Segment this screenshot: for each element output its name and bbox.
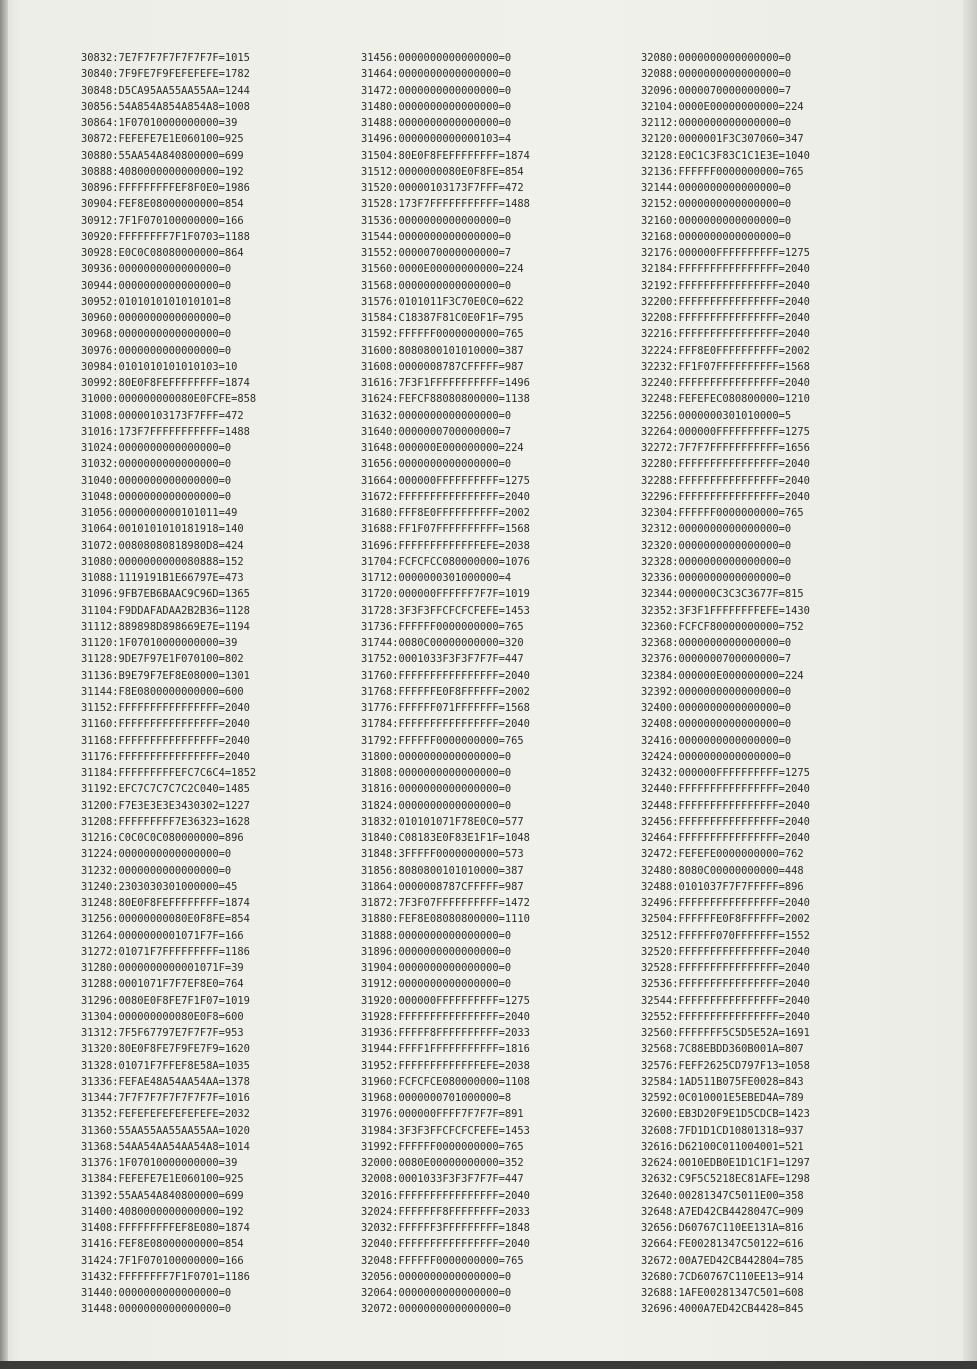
data-line: 31784:FFFFFFFFFFFFFFFF=2040 bbox=[361, 718, 530, 731]
data-line: 32104:0000E00000000000=224 bbox=[641, 100, 804, 113]
data-line: 31776:FFFFFF071FFFFFFF=1568 bbox=[361, 702, 530, 714]
data-line: 31312:7F5F67797E7F7F7F=953 bbox=[81, 1027, 244, 1039]
data-line: 32272:7F7F7FFFFFFFFFFF=1656 bbox=[641, 442, 810, 454]
data-line: 31208:FFFFFFFFF7E36323=1628 bbox=[81, 815, 250, 828]
data-line: 32208:FFFFFFFFFFFFFFFF=2040 bbox=[641, 312, 810, 324]
data-line: 32448:FFFFFFFFFFFFFFFF=2040 bbox=[641, 799, 810, 812]
data-line: 32520:FFFFFFFFFFFFFFFF=2040 bbox=[641, 945, 810, 958]
data-line: 31912:0000000000000000=0 bbox=[361, 978, 512, 991]
data-line: 31720:000000FFFFFF7F7F=1019 bbox=[361, 588, 530, 601]
data-line: 32016:FFFFFFFFFFFFFFFF=2040 bbox=[361, 1189, 530, 1202]
data-line: 30992:80E0F8FEFFFFFFFF=1874 bbox=[81, 377, 250, 389]
data-line: 32152:0000000000000000=0 bbox=[641, 198, 792, 211]
data-line: 31608:0000008787CFFFFF=987 bbox=[361, 360, 524, 373]
data-line: 31056:0000000000101011=49 bbox=[81, 507, 238, 519]
data-line: 32280:FFFFFFFFFFFFFFFF=2040 bbox=[641, 458, 810, 471]
data-line: 32296:FFFFFFFFFFFFFFFF=2040 bbox=[641, 490, 810, 503]
data-line: 32328:0000000000000000=0 bbox=[641, 555, 792, 568]
data-line: 31000:000000000080E0FCFE=858 bbox=[81, 393, 257, 406]
data-line: 32096:0000070000000000=7 bbox=[641, 84, 792, 97]
data-line: 31600:8080800101010000=387 bbox=[361, 344, 524, 357]
data-line: 31456:0000000000000000=0 bbox=[361, 52, 512, 64]
data-line: 31760:FFFFFFFFFFFFFFFF=2040 bbox=[361, 669, 530, 682]
data-line: 31320:80E0F8FE7F9FE7F9=1620 bbox=[81, 1043, 250, 1056]
data-line: 32592:0C010001E5EBED4A=789 bbox=[641, 1092, 804, 1104]
data-line: 31936:FFFFF8FFFFFFFFFF=2033 bbox=[361, 1027, 530, 1039]
data-line: 31880:FEF8E08080800000=1110 bbox=[361, 913, 530, 926]
data-line: 32456:FFFFFFFFFFFFFFFF=2040 bbox=[641, 815, 810, 828]
data-line: 32504:FFFFFFE0F8FFFFFF=2002 bbox=[641, 913, 810, 926]
data-line: 31808:0000000000000000=0 bbox=[361, 767, 512, 779]
data-line: 32568:7C88EBDD360B001A=807 bbox=[641, 1043, 804, 1056]
data-line: 31680:FFF8E0FFFFFFFFFF=2002 bbox=[361, 507, 530, 519]
data-line: 31512:0000000080E0F8FE=854 bbox=[361, 165, 524, 178]
data-line: 31160:FFFFFFFFFFFFFFFF=2040 bbox=[81, 718, 250, 731]
data-line: 31728:3F3F3FFCFCFCFEFE=1453 bbox=[361, 604, 530, 617]
data-line: 32664:FE00281347C50122=616 bbox=[641, 1238, 804, 1251]
data-line: 31928:FFFFFFFFFFFFFFFF=2040 bbox=[361, 1010, 530, 1023]
data-line: 30840:7F9FE7F9FEFEFEFE=1782 bbox=[81, 68, 250, 81]
data-line: 31280:0000000000001071F=39 bbox=[81, 962, 244, 974]
data-line: 31240:2303030301000000=45 bbox=[81, 880, 238, 893]
data-line: 31704:FCFCFCC080000000=1076 bbox=[361, 555, 530, 568]
data-line: 32320:0000000000000000=0 bbox=[641, 539, 792, 552]
data-line: 32024:FFFFFFF8FFFFFFFF=2033 bbox=[361, 1205, 530, 1218]
data-line: 31016:173F7FFFFFFFFFFF=1488 bbox=[81, 425, 250, 438]
data-line: 31384:FEFEFE7E1E060100=925 bbox=[81, 1173, 244, 1186]
data-line: 32232:FF1F07FFFFFFFFFF=1568 bbox=[641, 360, 810, 373]
data-line: 31824:0000000000000000=0 bbox=[361, 799, 512, 812]
data-line: 30864:1F07010000000000=39 bbox=[81, 117, 238, 129]
data-line: 30912:7F1F070100000000=166 bbox=[81, 214, 244, 227]
data-line: 31904:0000000000000000=0 bbox=[361, 962, 512, 974]
data-line: 30960:0000000000000000=0 bbox=[81, 312, 232, 324]
data-line: 32304:FFFFFF0000000000=765 bbox=[641, 507, 804, 519]
data-line: 31464:0000000000000000=0 bbox=[361, 68, 512, 81]
data-line: 31536:0000000000000000=0 bbox=[361, 214, 512, 227]
data-line: 31136:B9E79F7EF8E08000=1301 bbox=[81, 669, 250, 682]
data-line: 32264:000000FFFFFFFFFF=1275 bbox=[641, 425, 810, 438]
data-line: 31688:FF1F07FFFFFFFFFF=1568 bbox=[361, 523, 530, 536]
data-line: 30944:0000000000000000=0 bbox=[81, 279, 232, 292]
data-line: 31584:C18387F81C0E0F1F=795 bbox=[361, 312, 524, 324]
data-line: 30920:FFFFFFFF7F1F0703=1188 bbox=[81, 230, 250, 243]
data-line: 31352:FEFEFEFEFEFEFEFE=2032 bbox=[81, 1108, 250, 1121]
data-line: 32136:FFFFFF0000000000=765 bbox=[641, 165, 804, 178]
data-line: 32288:FFFFFFFFFFFFFFFF=2040 bbox=[641, 474, 810, 487]
data-line: 32408:0000000000000000=0 bbox=[641, 718, 792, 731]
data-line: 31848:3FFFFF0000000000=573 bbox=[361, 848, 524, 861]
data-line: 31496:0000000000000103=4 bbox=[361, 133, 512, 146]
data-line: 30976:0000000000000000=0 bbox=[81, 344, 232, 357]
data-line: 31672:FFFFFFFFFFFFFFFF=2040 bbox=[361, 490, 530, 503]
data-line: 32344:000000C3C3C3677F=815 bbox=[641, 588, 804, 601]
data-line: 32144:0000000000000000=0 bbox=[641, 182, 792, 194]
data-line: 32032:FFFFFF3FFFFFFFFF=1848 bbox=[361, 1222, 530, 1234]
data-line: 31576:0101011F3C70E0C0=622 bbox=[361, 295, 524, 308]
data-line: 32528:FFFFFFFFFFFFFFFF=2040 bbox=[641, 962, 810, 974]
data-line: 30848:D5CA95AA55AA55AA=1244 bbox=[81, 84, 250, 97]
data-line: 30832:7E7F7F7F7F7F7F7F=1015 bbox=[81, 52, 250, 64]
data-line: 31176:FFFFFFFFFFFFFFFF=2040 bbox=[81, 750, 250, 763]
data-line: 31328:01071F7FFEF8E58A=1035 bbox=[81, 1059, 250, 1072]
listing-column-3 bbox=[641, 50, 810, 1318]
data-line: 32424:0000000000000000=0 bbox=[641, 750, 792, 763]
data-line: 32696:4000A7ED42CB4428=845 bbox=[641, 1303, 804, 1316]
data-line: 31232:0000000000000000=0 bbox=[81, 864, 232, 877]
data-line: 32688:1AFE00281347C501=608 bbox=[641, 1287, 804, 1299]
data-line: 31664:000000FFFFFFFFFF=1275 bbox=[361, 474, 530, 487]
data-line: 31224:0000000000000000=0 bbox=[81, 848, 232, 861]
data-line: 30984:0101010101010103=10 bbox=[81, 360, 238, 373]
data-line: 31032:0000000000000000=0 bbox=[81, 458, 232, 471]
data-line: 31992:FFFFFF0000000000=765 bbox=[361, 1140, 524, 1153]
data-line: 31656:0000000000000000=0 bbox=[361, 458, 512, 471]
data-line: 32632:C9F5C5218EC81AFE=1298 bbox=[641, 1173, 810, 1186]
data-line: 31040:0000000000000000=0 bbox=[81, 474, 232, 487]
data-line: 32352:3F3F1FFFFFFFFEFE=1430 bbox=[641, 604, 810, 617]
data-line: 31792:FFFFFF0000000000=765 bbox=[361, 734, 524, 747]
data-line: 31968:0000000701000000=8 bbox=[361, 1092, 512, 1104]
data-line: 32640:00281347C5011E00=358 bbox=[641, 1189, 804, 1202]
data-line: 32160:0000000000000000=0 bbox=[641, 214, 792, 227]
data-line: 32648:A7ED42CB4428047C=909 bbox=[641, 1205, 804, 1218]
data-line: 32400:0000000000000000=0 bbox=[641, 702, 792, 714]
data-line: 31952:FFFFFFFFFFFFFEFE=2038 bbox=[361, 1059, 530, 1072]
page-edge-bottom bbox=[0, 1361, 977, 1369]
data-line: 32256:0000000301010000=5 bbox=[641, 409, 792, 422]
data-line: 31840:C08183E0F83E1F1F=1048 bbox=[361, 832, 530, 844]
data-line: 31800:0000000000000000=0 bbox=[361, 750, 512, 763]
data-line: 31592:FFFFFF0000000000=765 bbox=[361, 328, 524, 341]
data-line: 32608:7FD1D1CD10801318=937 bbox=[641, 1124, 804, 1137]
data-line: 32616:D62100C011004001=521 bbox=[641, 1140, 804, 1153]
data-line: 30952:0101010101010101=8 bbox=[81, 295, 232, 308]
data-line: 32624:0010EDB0E1D1C1F1=1297 bbox=[641, 1157, 810, 1169]
data-line: 32376:0000000700000000=7 bbox=[641, 653, 792, 666]
data-line: 31408:FFFFFFFFFEF8E080=1874 bbox=[81, 1222, 250, 1234]
data-line: 32120:0000001F3C307060=347 bbox=[641, 133, 804, 146]
data-line: 32072:0000000000000000=0 bbox=[361, 1303, 512, 1316]
data-line: 32544:FFFFFFFFFFFFFFFF=2040 bbox=[641, 994, 810, 1007]
data-line: 31616:7F3F1FFFFFFFFFFF=1496 bbox=[361, 377, 530, 389]
data-line: 31768:FFFFFFE0F8FFFFFF=2002 bbox=[361, 685, 530, 698]
data-line: 32240:FFFFFFFFFFFFFFFF=2040 bbox=[641, 377, 810, 389]
data-line: 32488:0101037F7F7FFFFF=896 bbox=[641, 880, 804, 893]
data-line: 30880:55AA54A840800000=699 bbox=[81, 149, 244, 162]
data-line: 31504:80E0F8FEFFFFFFFF=1874 bbox=[361, 149, 530, 162]
data-line: 31416:FEF8E08000000000=854 bbox=[81, 1238, 244, 1251]
data-line: 32360:FCFCF80000000000=752 bbox=[641, 620, 804, 633]
data-line: 32512:FFFFFF070FFFFFFF=1552 bbox=[641, 929, 810, 942]
data-line: 32440:FFFFFFFFFFFFFFFF=2040 bbox=[641, 783, 810, 796]
data-line: 31568:0000000000000000=0 bbox=[361, 279, 512, 292]
data-line: 31072:00808080818980D8=424 bbox=[81, 539, 244, 552]
data-line: 31144:F8E0800000000000=600 bbox=[81, 685, 244, 698]
data-line: 32112:0000000000000000=0 bbox=[641, 117, 792, 129]
data-line: 31104:F9DDAFADAA2B2B36=1128 bbox=[81, 604, 250, 617]
data-line: 31304:000000000080E0F8=600 bbox=[81, 1010, 244, 1023]
data-line: 32248:FEFEFEC080800000=1210 bbox=[641, 393, 810, 406]
data-line: 31296:0080E0F8FE7F1F07=1019 bbox=[81, 994, 250, 1007]
data-line: 31440:0000000000000000=0 bbox=[81, 1287, 232, 1299]
data-line: 31528:173F7FFFFFFFFFFF=1488 bbox=[361, 198, 530, 211]
data-line: 31120:1F07010000000000=39 bbox=[81, 637, 238, 649]
data-line: 31648:000000E000000000=224 bbox=[361, 442, 524, 454]
data-line: 32672:00A7ED42CB442804=785 bbox=[641, 1254, 804, 1267]
data-line: 32368:0000000000000000=0 bbox=[641, 637, 792, 649]
data-line: 31480:0000000000000000=0 bbox=[361, 100, 512, 113]
data-line: 30904:FEF8E08000000000=854 bbox=[81, 198, 244, 211]
data-line: 30888:4080000000000000=192 bbox=[81, 165, 244, 178]
data-line: 31008:00000103173F7FFF=472 bbox=[81, 409, 244, 422]
data-line: 31624:FEFCF88080800000=1138 bbox=[361, 393, 530, 406]
data-line: 31736:FFFFFF0000000000=765 bbox=[361, 620, 524, 633]
data-line: 31152:FFFFFFFFFFFFFFFF=2040 bbox=[81, 702, 250, 714]
data-line: 31712:0000000301000000=4 bbox=[361, 572, 512, 584]
data-line: 32336:0000000000000000=0 bbox=[641, 572, 792, 584]
data-line: 32080:0000000000000000=0 bbox=[641, 52, 792, 64]
data-line: 32216:FFFFFFFFFFFFFFFF=2040 bbox=[641, 328, 810, 341]
data-line: 32184:FFFFFFFFFFFFFFFF=2040 bbox=[641, 263, 810, 276]
data-line: 32496:FFFFFFFFFFFFFFFF=2040 bbox=[641, 897, 810, 909]
data-line: 32168:0000000000000000=0 bbox=[641, 230, 792, 243]
data-line: 32576:FEFF2625CD797F13=1058 bbox=[641, 1059, 810, 1072]
data-line: 31360:55AA55AA55AA55AA=1020 bbox=[81, 1124, 250, 1137]
data-line: 31976:000000FFFF7F7F7F=891 bbox=[361, 1108, 524, 1121]
data-line: 31168:FFFFFFFFFFFFFFFF=2040 bbox=[81, 734, 250, 747]
data-line: 31248:80E0F8FEFFFFFFFF=1874 bbox=[81, 897, 250, 909]
data-line: 31264:0000000001071F7F=166 bbox=[81, 929, 244, 942]
data-line: 31128:9DE7F97E1F070100=802 bbox=[81, 653, 244, 666]
data-line: 31632:0000000000000000=0 bbox=[361, 409, 512, 422]
data-line: 32464:FFFFFFFFFFFFFFFF=2040 bbox=[641, 832, 810, 844]
data-line: 30872:FEFEFE7E1E060100=925 bbox=[81, 133, 244, 146]
data-line: 32088:0000000000000000=0 bbox=[641, 68, 792, 81]
data-line: 31368:54AA54AA54AA54A8=1014 bbox=[81, 1140, 250, 1153]
data-line: 32536:FFFFFFFFFFFFFFFF=2040 bbox=[641, 978, 810, 991]
data-line: 31896:0000000000000000=0 bbox=[361, 945, 512, 958]
data-line: 31960:FCFCFCE080000000=1108 bbox=[361, 1075, 530, 1088]
data-line: 31472:0000000000000000=0 bbox=[361, 84, 512, 97]
data-line: 32472:FEFEFE0000000000=762 bbox=[641, 848, 804, 861]
data-line: 32560:FFFFFFF5C5D5E52A=1691 bbox=[641, 1027, 810, 1039]
data-line: 32384:000000E000000000=224 bbox=[641, 669, 804, 682]
data-line: 31392:55AA54A840800000=699 bbox=[81, 1189, 244, 1202]
data-line: 31544:0000000000000000=0 bbox=[361, 230, 512, 243]
data-line: 32392:0000000000000000=0 bbox=[641, 685, 792, 698]
data-line: 32312:0000000000000000=0 bbox=[641, 523, 792, 536]
data-line: 31336:FEFAE48A54AA54AA=1378 bbox=[81, 1075, 250, 1088]
data-line: 32552:FFFFFFFFFFFFFFFF=2040 bbox=[641, 1010, 810, 1023]
data-line: 30896:FFFFFFFFFEF8F0E0=1986 bbox=[81, 182, 250, 194]
data-line: 31520:00000103173F7FFF=472 bbox=[361, 182, 524, 194]
data-line: 31888:0000000000000000=0 bbox=[361, 929, 512, 942]
data-line: 32192:FFFFFFFFFFFFFFFF=2040 bbox=[641, 279, 810, 292]
data-line: 31256:00000000080E0F8FE=854 bbox=[81, 913, 250, 926]
data-line: 31272:01071F7FFFFFFFFF=1186 bbox=[81, 945, 250, 958]
data-line: 31216:C0C0C0C080000000=896 bbox=[81, 832, 244, 844]
data-line: 31344:7F7F7F7F7F7F7F7F=1016 bbox=[81, 1092, 250, 1104]
data-line: 31288:0001071F7F7EF8E0=764 bbox=[81, 978, 244, 991]
data-line: 31200:F7E3E3E3E3430302=1227 bbox=[81, 799, 250, 812]
data-line: 32224:FFF8E0FFFFFFFFFF=2002 bbox=[641, 344, 810, 357]
page-edge-right bbox=[963, 0, 977, 1369]
data-line: 31944:FFFF1FFFFFFFFFFF=1816 bbox=[361, 1043, 530, 1056]
data-line: 31096:9FB7EB6BAAC9C96D=1365 bbox=[81, 588, 250, 601]
data-line: 32064:0000000000000000=0 bbox=[361, 1287, 512, 1299]
data-line: 31832:010101071F78E0C0=577 bbox=[361, 815, 524, 828]
data-line: 31088:1119191B1E66797E=473 bbox=[81, 572, 244, 584]
data-line: 31024:0000000000000000=0 bbox=[81, 442, 232, 454]
data-line: 32008:0001033F3F3F7F7F=447 bbox=[361, 1173, 524, 1186]
data-line: 32432:000000FFFFFFFFFF=1275 bbox=[641, 767, 810, 779]
data-line: 32584:1AD511B075FE0028=843 bbox=[641, 1075, 804, 1088]
data-line: 31432:FFFFFFFF7F1F0701=1186 bbox=[81, 1270, 250, 1283]
data-line: 31816:0000000000000000=0 bbox=[361, 783, 512, 796]
data-line: 31752:0001033F3F3F7F7F=447 bbox=[361, 653, 524, 666]
data-line: 31872:7F3F07FFFFFFFFFF=1472 bbox=[361, 897, 530, 909]
data-line: 32200:FFFFFFFFFFFFFFFF=2040 bbox=[641, 295, 810, 308]
data-line: 31920:000000FFFFFFFFFF=1275 bbox=[361, 994, 530, 1007]
data-line: 30936:0000000000000000=0 bbox=[81, 263, 232, 276]
data-line: 31064:0010101010181918=140 bbox=[81, 523, 244, 536]
data-line: 31864:0000008787CFFFFF=987 bbox=[361, 880, 524, 893]
data-line: 31552:0000070000000000=7 bbox=[361, 247, 512, 259]
data-line: 32056:0000000000000000=0 bbox=[361, 1270, 512, 1283]
data-line: 30968:0000000000000000=0 bbox=[81, 328, 232, 341]
listing-column-1 bbox=[81, 50, 256, 1318]
data-line: 32416:0000000000000000=0 bbox=[641, 734, 792, 747]
data-line: 31984:3F3F3FFCFCFCFEFE=1453 bbox=[361, 1124, 530, 1137]
data-line: 31112:889898D898669E7E=1194 bbox=[81, 620, 250, 633]
data-line: 31048:0000000000000000=0 bbox=[81, 490, 232, 503]
data-line: 31640:0000000700000000=7 bbox=[361, 425, 512, 438]
data-line: 31744:0080C00000000000=320 bbox=[361, 637, 524, 649]
data-line: 31424:7F1F070100000000=166 bbox=[81, 1254, 244, 1267]
data-line: 31560:0000E00000000000=224 bbox=[361, 263, 524, 276]
data-line: 31376:1F07010000000000=39 bbox=[81, 1157, 238, 1169]
data-line: 31856:8080800101010000=387 bbox=[361, 864, 524, 877]
data-line: 32176:000000FFFFFFFFFF=1275 bbox=[641, 247, 810, 259]
data-line: 32656:D60767C110EE131A=816 bbox=[641, 1222, 804, 1234]
data-line: 32128:E0C1C3F83C1C1E3E=1040 bbox=[641, 149, 810, 162]
data-line: 31080:0000000000080888=152 bbox=[81, 555, 244, 568]
data-line: 32000:0080E00000000000=352 bbox=[361, 1157, 524, 1169]
data-line: 32040:FFFFFFFFFFFFFFFF=2040 bbox=[361, 1238, 530, 1251]
data-line: 31400:4080000000000000=192 bbox=[81, 1205, 244, 1218]
data-line: 32600:EB3D20F9E1D5CDCB=1423 bbox=[641, 1108, 810, 1121]
data-line: 31488:0000000000000000=0 bbox=[361, 117, 512, 129]
data-line: 32480:8080C00000000000=448 bbox=[641, 864, 804, 877]
listing-column-2 bbox=[361, 50, 530, 1318]
data-line: 31184:FFFFFFFFFEFC7C6C4=1852 bbox=[81, 767, 257, 779]
data-line: 32680:7CD60767C110EE13=914 bbox=[641, 1270, 804, 1283]
data-line: 32048:FFFFFF0000000000=765 bbox=[361, 1254, 524, 1267]
data-line: 30928:E0C0C08080000000=864 bbox=[81, 247, 244, 259]
data-line: 31448:0000000000000000=0 bbox=[81, 1303, 232, 1316]
data-line: 31192:EFC7C7C7C7C2C040=1485 bbox=[81, 783, 250, 796]
page-edge-left bbox=[0, 0, 8, 1369]
data-line: 30856:54A854A854A854A8=1008 bbox=[81, 100, 250, 113]
data-line: 31696:FFFFFFFFFFFFFEFE=2038 bbox=[361, 539, 530, 552]
